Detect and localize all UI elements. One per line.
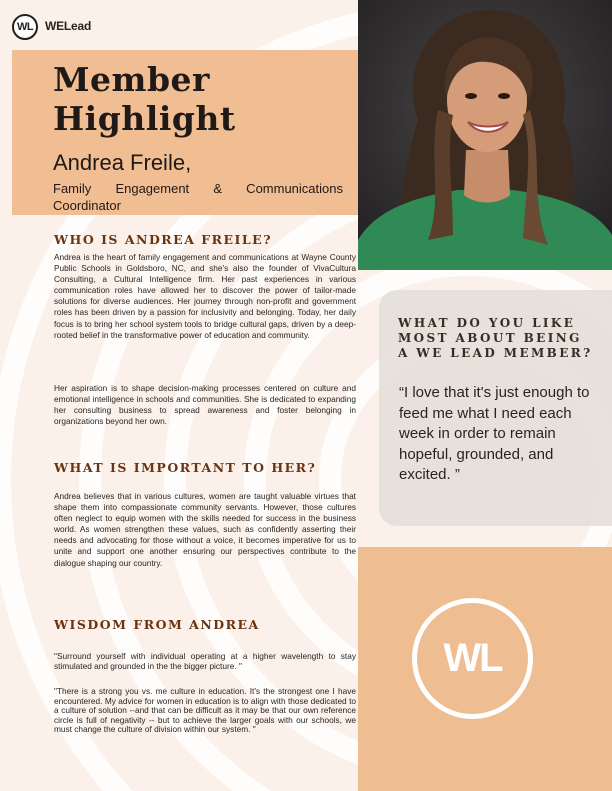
section-heading-wisdom: WISDOM FROM ANDREA [54,617,260,632]
bio-paragraph-2: Her aspiration is to shape decision-making processes centered on culture and emotional intelligence in schools and communities. She is dedicated to expanding her consulting business to spread awareness and foster belonging in organizations beyond her own. [54,383,356,427]
wisdom-quote-2: "There is a strong you vs. me culture in education. It's the strongest one I have encountered. My advice for women in education is to align with those dedicated to a culture of solution --and that can be difficult as it may be that our own reference circle is full of negativity -- but to achieve the larger goals with our schools, we must change the culture of division within our system. " [54,686,356,735]
member-name: Andrea Freile, [53,150,192,175]
large-logo-text: WL [443,636,502,680]
important-paragraph: Andrea believes that in various cultures, women are taught valuable virtues that shape them into compassionate community servants. However, those cultures often neglect to equip women with the skills needed for success in the business world. As women strengthen these values, such as confidently asserting their needs and advocating for those without a voice, it becomes imperative for us to unite and support one another ensuring our perspectives contribute to the dialogue shaping our country. [54,491,356,568]
section-heading-important: WHAT IS IMPORTANT TO HER? [54,460,317,475]
section-heading-who: WHO IS ANDREA FREILE? [54,232,273,247]
member-role-line1: Family Engagement & Communications [53,181,343,196]
page-title-line2: Highlight [53,99,236,138]
member-role-line2: Coordinator [53,198,121,213]
member-portrait-photo [358,0,612,270]
welead-logo-icon: WL [12,14,38,40]
brand-name: WELead [45,19,92,33]
card-question: WHAT DO YOU LIKE MOST ABOUT BEING A WE LEAD MEMBER? [398,316,593,360]
bio-paragraph-1: Andrea is the heart of family engagement and communications at Wayne County Public Schools in Goldsboro, NC, and she's also the founder of VivaCultura Consulting, a Cultural Intelligence firm. Her past experiences in various communication roles have allowed her to discover the power of tailor-made solutions for diverse audiences. Her journey through non-profit and government roles has been driven by a passion for inclusivity and belonging. Today, her daily focus is to bring her school system tools to bridge cultural gaps, driven by a deep-rooted belief in the transformative power of education and community. [54,252,356,340]
wisdom-quote-1: "Surround yourself with individual operating at a higher wavelength to stay stimulated and grounded in the the bigger picture. " [54,651,356,671]
page-title-line1: Member [53,60,210,99]
card-answer: “I love that it's just enough to feed me what I need each week in order to remain hopeful, grounded, and excited. ” [399,384,590,483]
